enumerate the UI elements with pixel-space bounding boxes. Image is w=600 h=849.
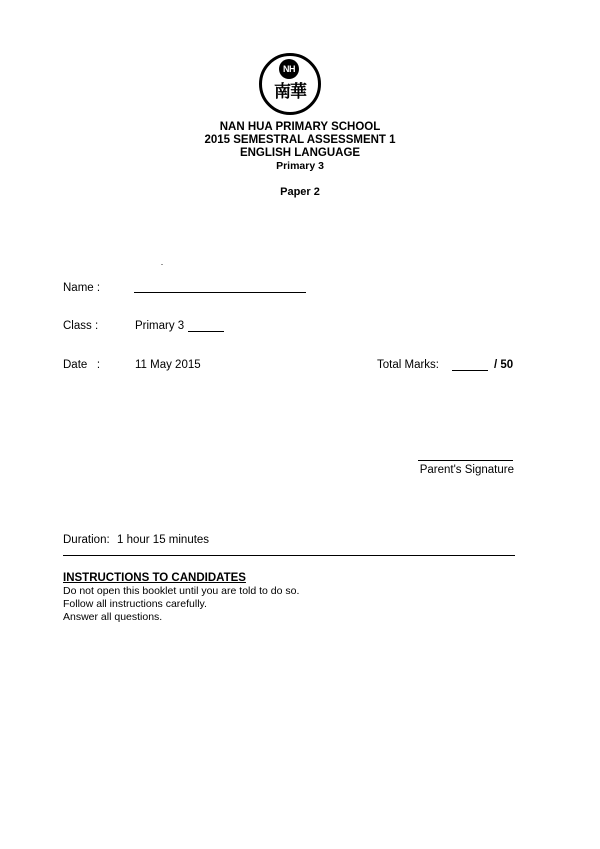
logo-chinese-characters: 南華 [274, 82, 306, 102]
instruction-line: Answer all questions. [63, 611, 163, 623]
name-label: Name : [63, 282, 101, 294]
parent-signature-label: Parent's Signature [419, 464, 514, 476]
name-field[interactable] [134, 278, 306, 293]
school-name: NAN HUA PRIMARY SCHOOL [219, 121, 381, 133]
class-label: Class : [63, 320, 99, 332]
level-title: Primary 3 [276, 160, 324, 172]
total-marks-value: / 50 [494, 359, 514, 371]
date-value: 11 May 2015 [135, 359, 201, 371]
instruction-line: Do not open this booklet until you are told to do so. [63, 585, 300, 597]
parent-signature-line[interactable] [418, 448, 513, 461]
duration-label: Duration: [63, 534, 110, 546]
logo-monogram: NH [279, 59, 299, 79]
total-marks-field[interactable] [452, 357, 488, 371]
date-label: Date : [63, 359, 101, 371]
subject-title: ENGLISH LANGUAGE [239, 147, 361, 159]
instruction-line: Follow all instructions carefully. [63, 598, 207, 610]
instructions-title: INSTRUCTIONS TO CANDIDATES [63, 572, 246, 584]
school-logo [259, 53, 321, 115]
class-field[interactable] [188, 318, 224, 332]
duration-value: 1 hour 15 minutes [117, 534, 210, 546]
instructions-list [63, 585, 299, 624]
total-marks-label: Total Marks: [377, 359, 439, 371]
section-divider [63, 555, 515, 556]
stray-mark [161, 264, 163, 265]
paper-title: Paper 2 [280, 186, 320, 198]
class-value: Primary 3 [135, 320, 185, 332]
assessment-title: 2015 SEMESTRAL ASSESSMENT 1 [204, 134, 396, 146]
